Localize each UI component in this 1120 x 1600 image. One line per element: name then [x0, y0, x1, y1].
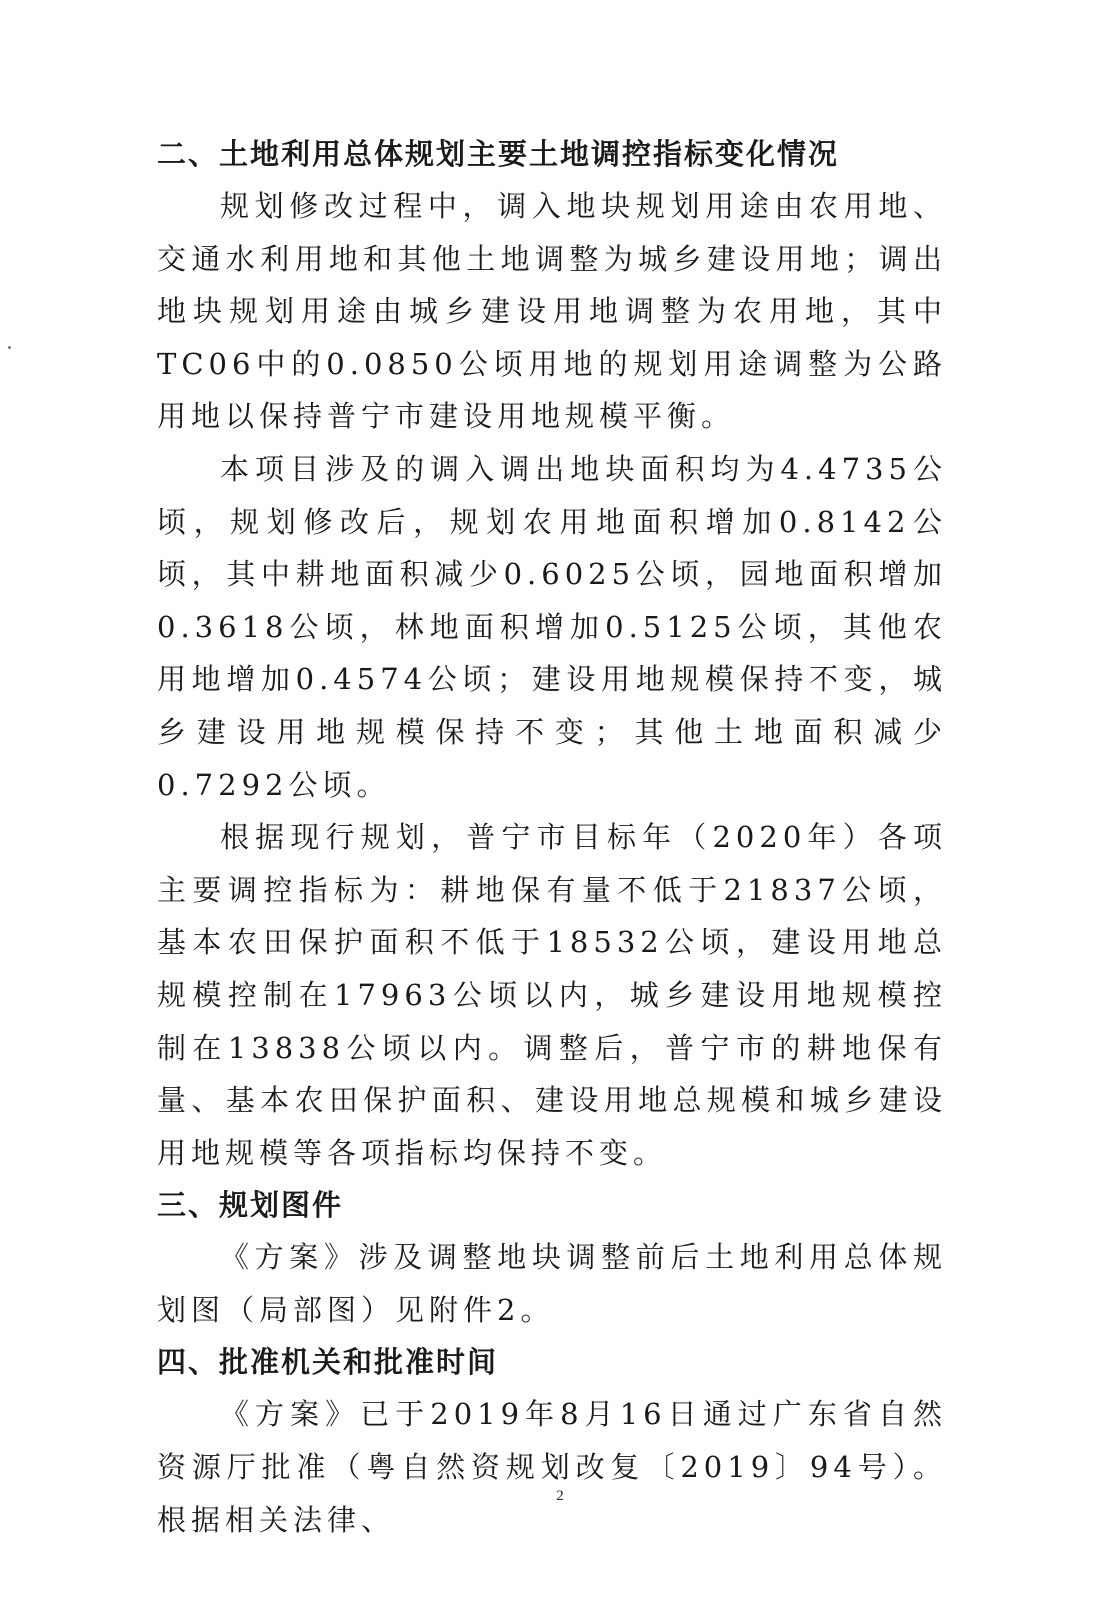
section-heading-approval: 四、批准机关和批准时间	[157, 1345, 499, 1380]
paragraph-plan-drawings: 《方案》涉及调整地块调整前后土地利用总体规划图（局部图）见附件2。	[157, 1240, 947, 1327]
paragraph-control-targets: 根据现行规划，普宁市目标年（2020年）各项主要调控指标为：耕地保有量不低于21837公顷，基本农田保护面积不低于18532公顷，建设用地总规模控制在17963公顷以内，城乡建设用地规模控制在13838公顷以内。调整后，普宁市的耕地保有量、基本农田保护面积、建设用地总规模和城乡建设用地规模等各项指标均保持不变。	[157, 820, 947, 1170]
paragraph-plan-modification: 规划修改过程中，调入地块规划用途由农用地、交通水利用地和其他土地调整为城乡建设用地；调出地块规划用途由城乡建设用地调整为农用地，其中TC06中的0.0850公顷用地的规划用途调整为公路用地以保持普宁市建设用地规模平衡。	[157, 189, 947, 434]
document-body	[157, 128, 947, 1546]
section-heading-indicators: 二、土地利用总体规划主要土地调控指标变化情况	[157, 137, 840, 171]
paragraph-approval: 《方案》已于2019年8月16日通过广东省自然资源厅批准（粤自然资规划改复〔2019〕94号）。根据相关法律、	[157, 1397, 947, 1537]
paragraph-area-changes: 本项目涉及的调入调出地块面积均为4.4735公顷，规划修改后，规划农用地面积增加0.8142公顷，其中耕地面积减少0.6025公顷，园地面积增加0.3618公顷，林地面积增加0.5125公顷，其他农用地增加0.4574公顷；建设用地规模保持不变，城乡建设用地规模保持不变；其他土地面积减少0.7292公顷。	[157, 451, 947, 802]
section-heading-plan-drawings: 三、规划图件	[157, 1188, 344, 1223]
page-number: 2	[556, 1488, 564, 1504]
scan-artifact	[8, 346, 11, 349]
